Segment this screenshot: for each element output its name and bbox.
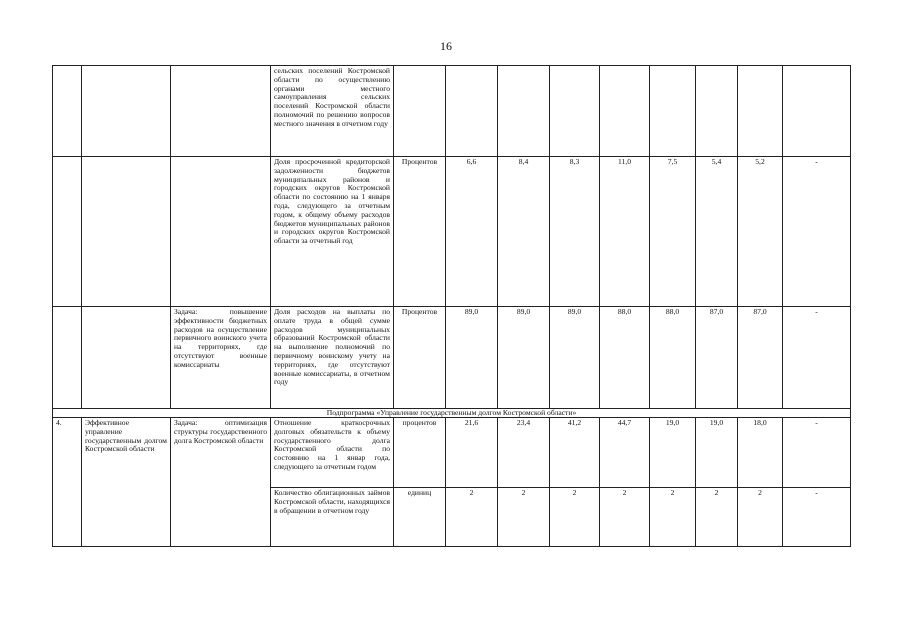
table-row-arrears	[53, 157, 851, 307]
unit-cell	[394, 66, 446, 157]
table-row-military	[53, 307, 851, 409]
value-cell	[498, 66, 550, 157]
goal-cell	[82, 66, 171, 157]
task-cell	[171, 157, 271, 307]
value-cell: 2	[600, 488, 650, 547]
goal-cell	[82, 307, 171, 409]
value-cell: 89,0	[550, 307, 600, 409]
unit-cell: процентов	[394, 418, 446, 488]
value-cell: 21,6	[446, 418, 498, 488]
value-cell: 89,0	[446, 307, 498, 409]
table-row-continuation	[53, 66, 851, 157]
value-cell: 6,6	[446, 157, 498, 307]
task-cell	[171, 66, 271, 157]
number-cell	[53, 157, 82, 307]
indicator-cell: Доля просроченной кредиторской задолженности бюджетов муниципальных районов и городских округов Костромской области по состоянию на 1 января года, следующего за отчетным годом, к общему объему расходов бюджетов муниципальных районов и городских округов Костромской области за отчетный год	[271, 157, 394, 307]
value-cell: 2	[498, 488, 550, 547]
indicator-cell: Количество облигационных займов Костромской области, находящихся в обращении в отчетном году	[271, 488, 394, 547]
value-cell	[550, 66, 600, 157]
value-cell: 19,0	[650, 418, 696, 488]
table-row-debt-short	[53, 418, 851, 488]
note-cell: -	[783, 307, 851, 409]
value-cell: 11,0	[600, 157, 650, 307]
indicator-cell: Отношение краткосрочных долговых обязательств к объему государственного долга Костромской области по состоянию на 1 январ года, следующего за отчетным годом	[271, 418, 394, 488]
unit-cell: единиц	[394, 488, 446, 547]
note-cell: -	[783, 488, 851, 547]
value-cell: 5,4	[696, 157, 738, 307]
value-cell: 2	[446, 488, 498, 547]
value-cell: 18,0	[738, 418, 783, 488]
value-cell: 7,5	[650, 157, 696, 307]
value-cell: 88,0	[650, 307, 696, 409]
task-cell: Задача: оптимизация структуры государственного долга Костромской области	[171, 418, 271, 547]
value-cell: 89,0	[498, 307, 550, 409]
value-cell: 41,2	[550, 418, 600, 488]
value-cell	[696, 66, 738, 157]
value-cell	[600, 66, 650, 157]
number-cell: 4.	[53, 418, 82, 547]
unit-cell: Процентов	[394, 157, 446, 307]
value-cell	[446, 66, 498, 157]
value-cell: 23,4	[498, 418, 550, 488]
value-cell: 2	[738, 488, 783, 547]
indicators-table	[52, 65, 851, 547]
value-cell: 19,0	[696, 418, 738, 488]
number-cell	[53, 66, 82, 157]
task-cell: Задача: повышение эффективности бюджетных расходов на осуществление первичного воинского учета на территориях, где отсутствуют военные комиссариаты	[171, 307, 271, 409]
goal-cell: Эффективное управление государственным долгом Костромской области	[82, 418, 171, 547]
value-cell	[738, 66, 783, 157]
value-cell: 88,0	[600, 307, 650, 409]
value-cell: 5,2	[738, 157, 783, 307]
goal-cell	[82, 157, 171, 307]
indicator-cell: Доля расходов на выплаты по оплате труда в общей сумме расходов муниципальных образований Костромской области на выполнение полномочий по первичному воинскому учету на территориях, где отсутствуют военные комиссариаты, в отчетном году	[271, 307, 394, 409]
value-cell: 2	[550, 488, 600, 547]
value-cell: 8,3	[550, 157, 600, 307]
number-cell	[53, 307, 82, 409]
table-row-subprogram	[53, 409, 851, 418]
value-cell: 44,7	[600, 418, 650, 488]
value-cell: 2	[696, 488, 738, 547]
page-number: 16	[440, 39, 452, 53]
note-cell: -	[783, 418, 851, 488]
value-cell: 87,0	[696, 307, 738, 409]
note-cell	[783, 66, 851, 157]
subprogram-title: Подпрограмма «Управление государственным долгом Костромской области»	[53, 409, 851, 418]
note-cell: -	[783, 157, 851, 307]
value-cell	[650, 66, 696, 157]
value-cell: 87,0	[738, 307, 783, 409]
value-cell: 8,4	[498, 157, 550, 307]
unit-cell: Процентов	[394, 307, 446, 409]
indicator-cell: сельских поселений Костромской области по осуществлению органами местного самоуправления сельских поселений Костромской области полномочий по решению вопросов местного значения в отчетном году	[271, 66, 394, 157]
value-cell: 2	[650, 488, 696, 547]
